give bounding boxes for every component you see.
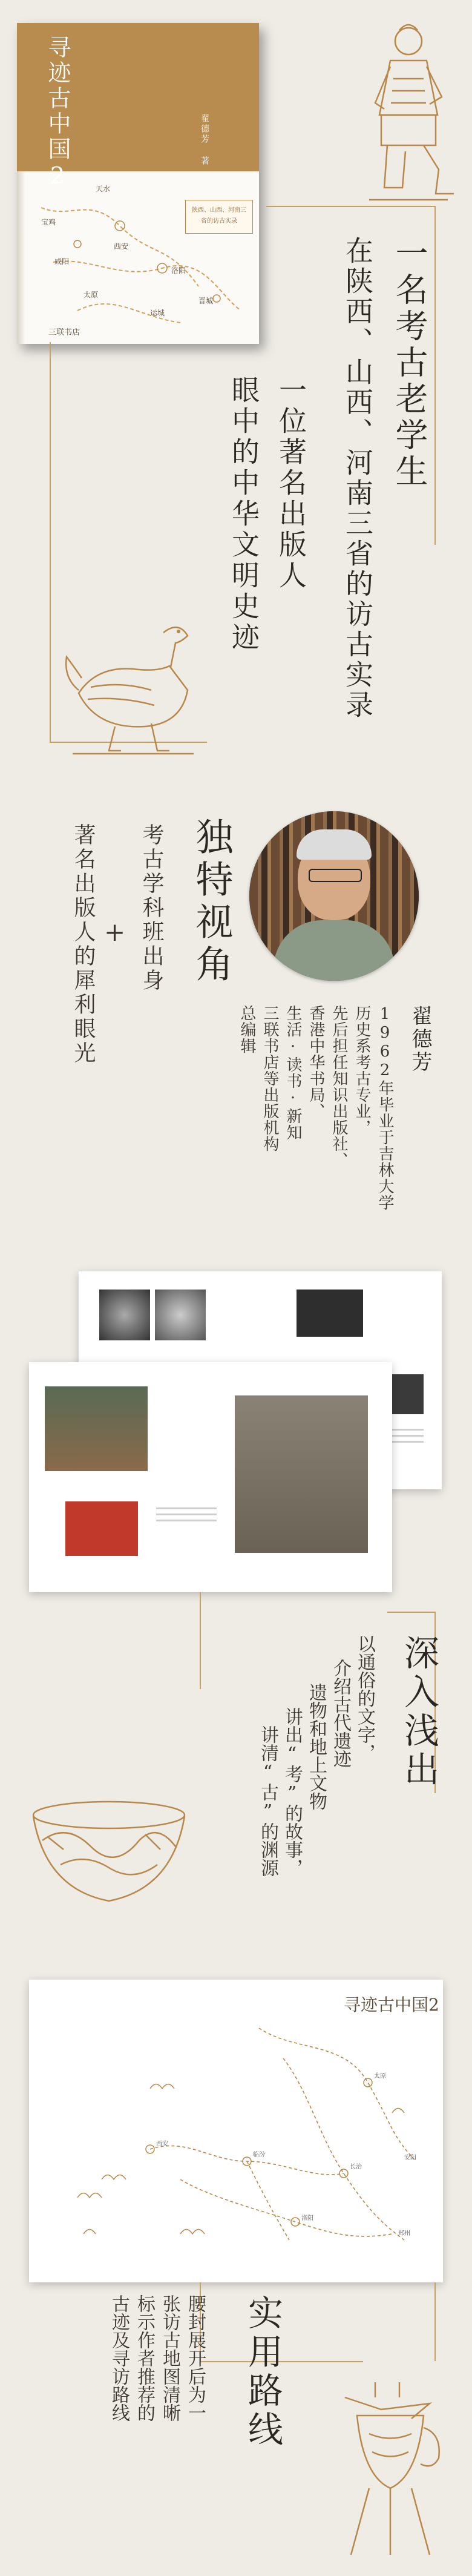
frame-line-top xyxy=(266,206,436,207)
interior-photo-bronze-disc xyxy=(155,1290,206,1340)
cover-label-3: 西安 xyxy=(114,242,129,251)
frame-line-mid xyxy=(387,1612,436,1613)
route-map-paths xyxy=(29,1980,443,2282)
interior-page-front xyxy=(29,1362,392,1592)
book-author: 翟德芳 著 xyxy=(200,114,209,166)
cover-label-7: 太原 xyxy=(84,291,99,299)
accessible-line-5: 讲清“古”的渊源 xyxy=(257,1725,278,1877)
author-bio-3: 先后担任知识出版社、 xyxy=(330,1005,348,1168)
bronze-jue-vessel-illustration xyxy=(333,2379,448,2561)
map-label: 西安 xyxy=(156,2141,168,2147)
avatar xyxy=(249,811,419,981)
bronze-bird-vessel-illustration xyxy=(61,614,206,772)
cover-label-8: 运城 xyxy=(150,309,165,317)
map-label: 洛阳 xyxy=(301,2215,313,2222)
interior-photo-bronze-vessel xyxy=(297,1290,363,1337)
interior-photo-bronze-mirror xyxy=(99,1290,150,1340)
book-title: 寻迹古中国2 xyxy=(44,35,71,191)
interior-photo-ritual-object xyxy=(65,1501,138,1556)
route-line-2: 张访古地图清晰 xyxy=(159,2294,180,2422)
interior-photo-bronze-owl-vessel xyxy=(45,1386,148,1471)
accessible-line-2: 介绍古代遗迹 xyxy=(330,1659,351,1768)
author-bio-5: 生活·读书·新知 xyxy=(284,1005,302,1141)
author-bio-1: 1962年毕业于吉林大学 xyxy=(376,1005,394,1211)
book-cover xyxy=(17,23,259,344)
interior-photo-buddha-bust xyxy=(235,1395,368,1553)
cover-label-4: 咸阳 xyxy=(54,257,70,266)
unique-line-2: 著名出版人的犀利眼光 xyxy=(71,823,96,1066)
author-bio-4: 香港中华书局、 xyxy=(307,1005,325,1119)
interior-text-line xyxy=(156,1507,217,1509)
frame-line-right xyxy=(434,206,436,545)
author-bio-2: 历史系考古专业， xyxy=(353,1005,371,1136)
frame-line-left xyxy=(50,342,51,742)
author-name: 翟德芳 xyxy=(408,1005,432,1074)
intro-line-3: 一位著名出版人 xyxy=(275,375,307,591)
map-label: 安阳 xyxy=(404,2155,416,2161)
cover-label-5: 洛阳 xyxy=(171,266,186,275)
map-label: 临汾 xyxy=(253,2152,265,2158)
cover-label-1: 天水 xyxy=(96,185,111,193)
cover-map-illustration xyxy=(17,171,259,341)
frame-line-mid-left xyxy=(200,1592,201,1689)
accessible-line-3: 遗物和地上文物 xyxy=(306,1683,327,1810)
terracotta-warrior-illustration xyxy=(357,18,460,218)
route-line-4: 古迹及寻访路线 xyxy=(108,2294,129,2422)
avatar-glasses xyxy=(309,869,362,882)
accessible-line-1: 以通俗的文字， xyxy=(354,1635,375,1762)
unique-line-1: 考古学科班出身 xyxy=(139,823,164,993)
map-label: 太原 xyxy=(374,2073,386,2080)
pottery-bowl-illustration xyxy=(24,1792,194,1913)
cover-publisher: 三联书店 xyxy=(48,328,80,337)
unique-plus: + xyxy=(104,917,126,947)
map-label: 长治 xyxy=(350,2164,362,2170)
route-line-1: 腰封展开后为一 xyxy=(185,2294,206,2422)
intro-line-4: 眼中的中华文明史迹 xyxy=(228,375,260,653)
frame-line-lower-right xyxy=(434,2282,436,2361)
route-map-title: 寻迹古中国2 xyxy=(344,1995,439,2015)
cover-label-6: 晋城 xyxy=(198,297,214,305)
interior-text-line xyxy=(156,1514,217,1515)
accessible-heading: 深入浅出 xyxy=(398,1635,439,1790)
route-map xyxy=(29,1980,443,2282)
intro-line-1: 一名考古老学生 xyxy=(390,236,428,490)
route-heading: 实用路线 xyxy=(242,2294,283,2449)
author-bio-6: 三联书店等出版机构 xyxy=(261,1005,279,1152)
interior-text-line xyxy=(156,1520,217,1521)
author-bio-7: 总编辑 xyxy=(238,1005,256,1054)
cover-sticker-text: 陕西、山西、河南三省的访古实录 xyxy=(192,207,246,225)
intro-line-2: 在陕西、山西、河南三省的访古实录 xyxy=(341,236,374,720)
route-line-3: 标示作者推荐的 xyxy=(134,2294,155,2422)
avatar-hair xyxy=(297,829,372,860)
cover-label-2: 宝鸡 xyxy=(41,218,56,226)
unique-heading: 独特视角 xyxy=(189,817,234,987)
accessible-line-4: 讲出“考”的故事， xyxy=(281,1707,303,1877)
map-label: 郑州 xyxy=(398,2230,410,2237)
